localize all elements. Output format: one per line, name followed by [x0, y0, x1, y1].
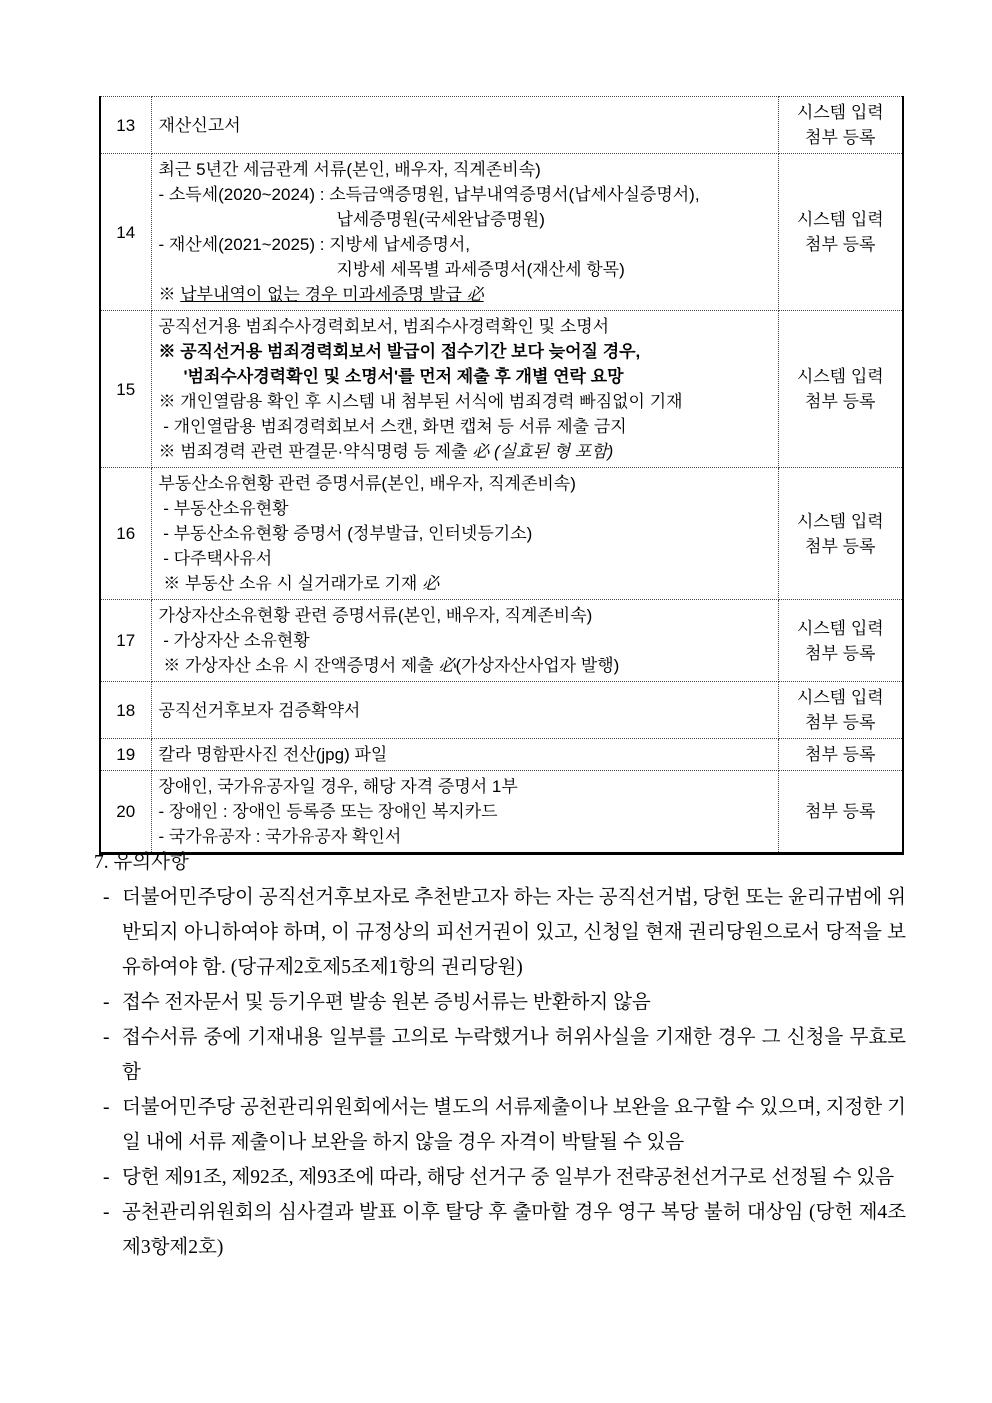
note-text: 공천관리위원회의 심사결과 발표 이후 탈당 후 출마할 경우 영구 복당 불허 대상임 (당헌 제4조제3항제2호)	[122, 1202, 906, 1258]
row-number-cell: 20	[100, 771, 151, 854]
description-line: 부동산소유현황 관련 증명서류(본인, 배우자, 직계존비속)	[158, 474, 576, 493]
description-line: 지방세 세목별 과세증명서(재산세 항목)	[336, 260, 625, 279]
description-line: 장애인, 국가유공자일 경우, 해당 자격 증명서 1부	[158, 777, 518, 796]
submission-method-label: 첨부 등록	[805, 713, 876, 732]
description-line: ※ 부동산 소유 시 실거래가로 기재 必	[158, 574, 440, 593]
document-description-cell	[151, 154, 778, 311]
description-line: 납세증명원(국세완납증명원)	[336, 210, 545, 229]
note-item	[92, 1160, 906, 1195]
submission-method-label: 첨부 등록	[805, 745, 876, 764]
description-line: ※ 공직선거용 범죄경력회보서 발급이 접수기간 보다 늦어질 경우,	[158, 342, 641, 361]
description-line: - 소득세(2020~2024) : 소득금액증명원, 납부내역증명서(납세사실증명서),	[158, 185, 700, 204]
description-line: - 개인열람용 범죄경력회보서 스캔, 화면 캡쳐 등 서류 제출 금지	[158, 417, 627, 436]
submission-method-cell	[778, 739, 903, 771]
notes-heading: 7. 유의사항	[94, 852, 189, 873]
description-line: - 장애인 : 장애인 등록증 또는 장애인 복지카드	[158, 802, 498, 821]
table-row	[100, 682, 903, 739]
submission-method-label: 첨부 등록	[805, 536, 876, 556]
description-line: - 재산세(2021~2025) : 지방세 납세증명서,	[158, 235, 471, 254]
notes-section	[92, 845, 906, 1265]
submission-method-label: 첨부 등록	[805, 128, 876, 147]
submission-method-cell	[778, 682, 903, 739]
note-bullet-dash: -	[103, 887, 110, 908]
document-description-cell	[151, 771, 778, 854]
row-number-cell: 13	[100, 97, 151, 154]
note-bullet-dash: -	[103, 1097, 110, 1118]
note-text: 접수 전자문서 및 등기우편 발송 원본 증빙서류는 반환하지 않음	[122, 992, 651, 1013]
table-row	[100, 771, 903, 854]
required-documents-table-section	[99, 96, 902, 855]
note-item	[92, 1090, 906, 1160]
note-bullet-dash: -	[103, 1167, 110, 1188]
description-line: - 다주택사유서	[158, 549, 273, 568]
submission-method-label: 시스템 입력	[796, 618, 884, 638]
document-description-cell	[151, 682, 778, 739]
submission-method-label: 첨부 등록	[805, 235, 876, 254]
submission-method-cell	[778, 600, 903, 682]
submission-method-label: 시스템 입력	[796, 367, 884, 386]
documents-table	[99, 96, 904, 855]
row-number-cell: 18	[100, 682, 151, 739]
description-line: ※ 납부내역이 없는 경우 미과세증명 발급 必	[158, 285, 484, 304]
document-description-cell	[151, 468, 778, 600]
row-number-cell: 15	[100, 311, 151, 468]
submission-method-label: 첨부 등록	[805, 802, 876, 821]
note-bullet-dash: -	[103, 1202, 110, 1223]
table-row	[100, 154, 903, 311]
description-line: - 부동산소유현황 증명서 (정부발급, 인터넷등기소)	[158, 524, 533, 543]
note-text: 더불어민주당이 공직선거후보자로 추천받고자 하는 자는 공직선거법, 당헌 또는 윤리규범에 위반되지 아니하여야 하며, 이 규정상의 피선거권이 있고, 신청일 현재 권리당원으로서 당적을 보유하여야 함. (당규제2호제5조제1항의 권리당원)	[122, 887, 906, 978]
row-number-cell: 17	[100, 600, 151, 682]
table-row	[100, 739, 903, 771]
note-item	[92, 1020, 906, 1090]
submission-method-cell	[778, 771, 903, 854]
description-line: ※ 가상자산 소유 시 잔액증명서 제출 必(가상자산사업자 발행)	[158, 656, 620, 675]
note-item	[92, 985, 906, 1020]
description-line: 재산신고서	[158, 115, 241, 135]
document-description-cell	[151, 739, 778, 771]
submission-method-label: 시스템 입력	[796, 688, 884, 707]
submission-method-label: 시스템 입력	[796, 210, 884, 229]
note-item	[92, 1195, 906, 1265]
description-line: - 가상자산 소유현황	[158, 631, 310, 650]
note-item	[92, 880, 906, 985]
note-bullet-dash: -	[103, 1027, 110, 1048]
submission-method-label: 시스템 입력	[796, 103, 884, 122]
description-line: 최근 5년간 세금관계 서류(본인, 배우자, 직계존비속)	[158, 160, 541, 179]
submission-method-label: 첨부 등록	[805, 392, 876, 411]
note-text: 당헌 제91조, 제92조, 제93조에 따라, 해당 선거구 중 일부가 전략공천선거구로 선정될 수 있음	[122, 1167, 895, 1188]
note-text: 더불어민주당 공천관리위원회에서는 별도의 서류제출이나 보완을 요구할 수 있으며, 지정한 기일 내에 서류 제출이나 보완을 하지 않을 경우 자격이 박탈될 수 있음	[122, 1097, 906, 1153]
row-number-cell: 19	[100, 739, 151, 771]
description-line: ※ 개인열람용 확인 후 시스템 내 첨부된 서식에 범죄경력 빠짐없이 기재	[158, 392, 683, 411]
description-line: - 국가유공자 : 국가유공자 확인서	[158, 827, 402, 846]
description-line: 공직선거후보자 검증확약서	[158, 700, 361, 720]
description-line: - 부동산소유현황	[158, 499, 289, 518]
document-description-cell	[151, 600, 778, 682]
table-row	[100, 468, 903, 600]
description-line: 칼라 명함판사진 전산(jpg) 파일	[158, 745, 388, 764]
note-text: 접수서류 중에 기재내용 일부를 고의로 누락했거나 허위사실을 기재한 경우 그 신청을 무효로 함	[122, 1027, 906, 1083]
description-line: 가상자산소유현황 관련 증명서류(본인, 배우자, 직계존비속)	[158, 606, 593, 625]
row-number-cell: 16	[100, 468, 151, 600]
submission-method-label: 시스템 입력	[796, 511, 884, 531]
row-number-cell: 14	[100, 154, 151, 311]
submission-method-label: 첨부 등록	[805, 643, 876, 663]
table-row	[100, 311, 903, 468]
note-bullet-dash: -	[103, 992, 110, 1013]
document-description-cell	[151, 311, 778, 468]
table-row	[100, 600, 903, 682]
table-row	[100, 97, 903, 154]
submission-method-cell	[778, 154, 903, 311]
submission-method-cell	[778, 311, 903, 468]
description-line: 공직선거용 범죄수사경력회보서, 범죄수사경력확인 및 소명서	[158, 317, 610, 336]
description-line: ※ 범죄경력 관련 판결문·약식명령 등 제출 必 (실효된 형 포함)	[158, 442, 614, 461]
description-line: '범죄수사경력확인 및 소명서'를 먼저 제출 후 개별 연락 요망	[183, 367, 624, 386]
document-description-cell	[151, 97, 778, 154]
submission-method-cell	[778, 468, 903, 600]
submission-method-cell	[778, 97, 903, 154]
